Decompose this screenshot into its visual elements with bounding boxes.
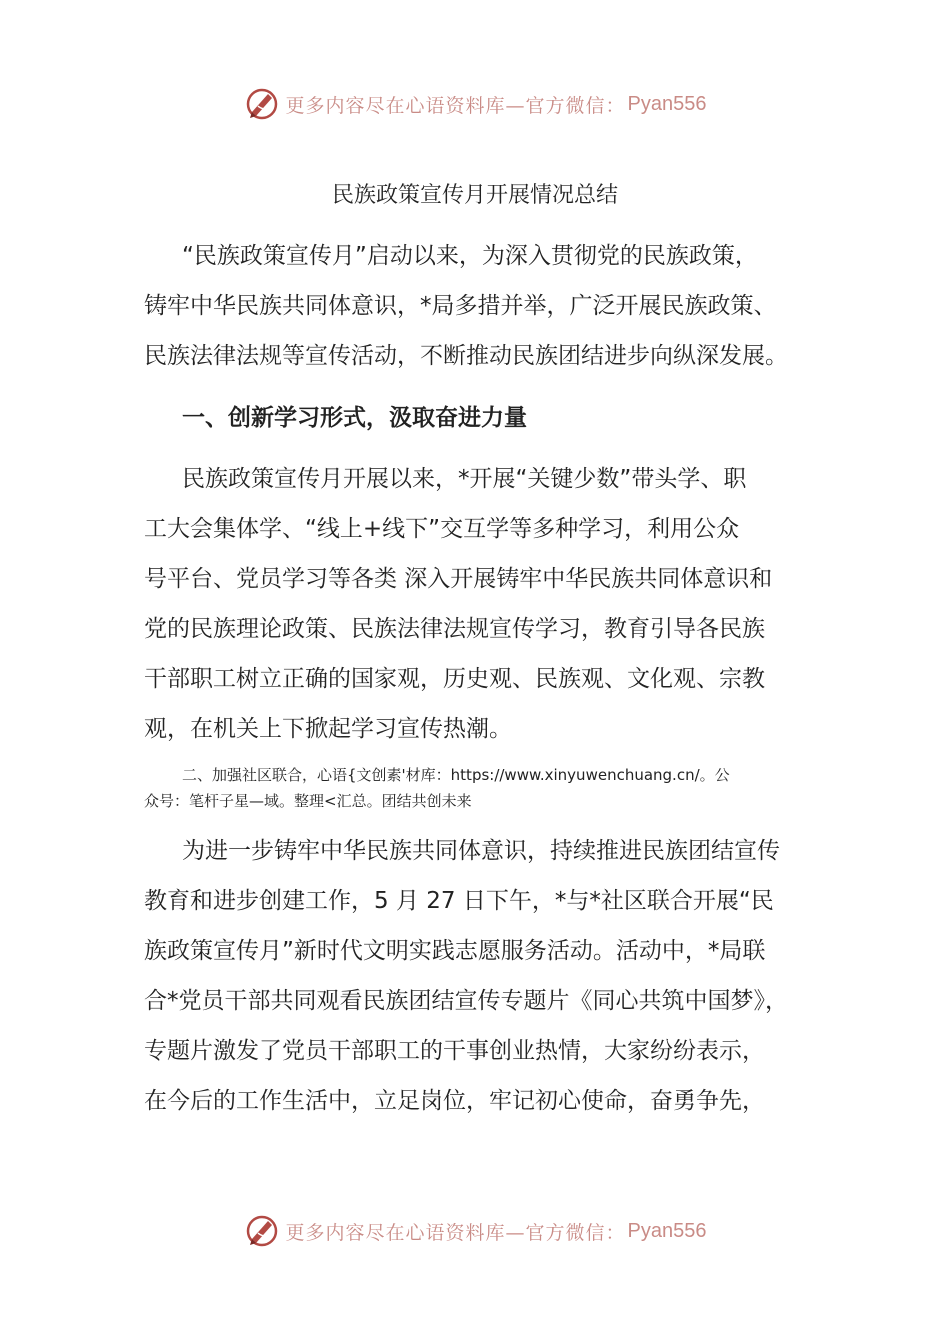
paragraph-line: 工大会集体学、“线上+线下”交互学等多种学习，利用公众 (144, 516, 740, 542)
banner-wechat-handle: Pyan556 (627, 92, 707, 115)
pen-logo-icon (244, 86, 280, 122)
paragraph-line: 民族法律法规等宣传活动，不断推动民族团结进步向纵深发展。 (144, 343, 788, 369)
paragraph-line: 观，在机关上下掀起学习宣传热潮。 (144, 716, 512, 742)
paragraph-line: 专题片激发了党员干部职工的干事创业热情，大家纷纷表示， (144, 1038, 765, 1064)
banner-slogan: 更多内容尽在心语资料库—官方微信： (285, 94, 626, 117)
paragraph-line: 合*党员干部共同观看民族团结宣传专题片《同心共筑中国梦》， (144, 988, 788, 1014)
paragraph-line: 为进一步铸牢中华民族共同体意识，持续推进民族团结宣传 (182, 838, 780, 864)
paragraph-line: 民族政策宣传月开展以来，*开展“关键少数”带头学、职 (182, 466, 747, 492)
paragraph-line: 铸牢中华民族共同体意识，*局多措并举，广泛开展民族政策、 (144, 293, 777, 319)
paragraph-line: 党的民族理论政策、民族法律法规宣传学习，教育引导各民族 (144, 616, 765, 642)
paragraph-line: 在今后的工作生活中，立足岗位，牢记初心使命，奋勇争先， (144, 1088, 765, 1114)
paragraph-intro (144, 231, 808, 381)
section-heading-2-note (144, 762, 808, 814)
paragraph-line: 族政策宣传月”新时代文明实践志愿服务活动。活动中，*局联 (144, 938, 766, 964)
note-line: 二、加强社区联合，心语{文创素'材库：https://www.xinyuwenchuang.cn/。公 (182, 766, 730, 784)
banner-slogan: 更多内容尽在心语资料库—官方微信： (285, 1221, 626, 1244)
paragraph-line: “民族政策宣传月”启动以来，为深入贯彻党的民族政策， (182, 243, 758, 269)
paragraph-line: 干部职工树立正确的国家观，历史观、民族观、文化观、宗教 (144, 666, 765, 692)
document-title: 民族政策宣传月开展情况总结 (331, 183, 618, 208)
paragraph-section-1 (144, 454, 808, 754)
header-banner (0, 82, 950, 126)
footer-banner (0, 1209, 950, 1253)
pen-logo-icon (244, 1213, 280, 1249)
paragraph-section-2 (144, 826, 808, 1126)
banner-wechat-handle: Pyan556 (627, 1219, 707, 1242)
paragraph-line: 号平台、党员学习等各类 深入开展铸牢中华民族共同体意识和 (144, 566, 773, 592)
paragraph-line: 教育和进步创建工作，5 月 27 日下午，*与*社区联合开展“民 (144, 888, 774, 914)
note-line: 众号：笔杆子星—域。整理<汇总。团结共创未来 (144, 792, 472, 810)
section-heading-1: 一、创新学习形式，汲取奋进力量 (182, 405, 527, 431)
